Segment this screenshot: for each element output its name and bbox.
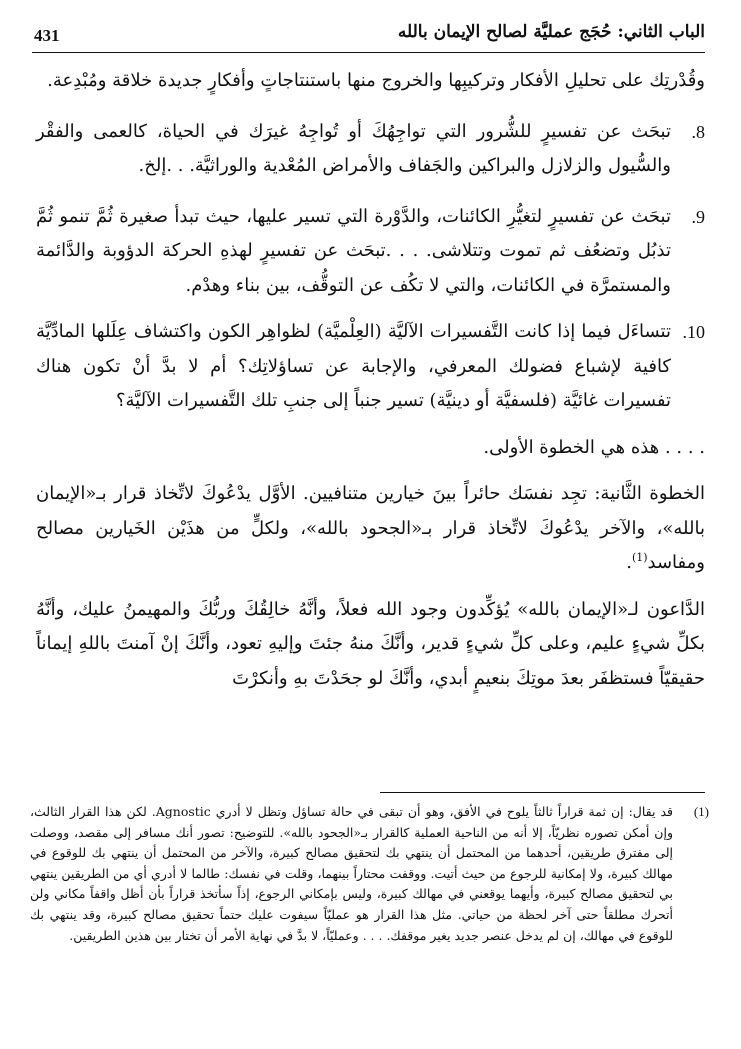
item-text: تبحَث عن تفسيرٍ لتغيُّرِ الكائنات، والدَّوْرة التي تسير عليها، حيث تبدأ صغيرة ثُمَّ تنمو ثُمَّ تذبُل وتضعُف ثم تموت وتتلاشى. . . .تبحَث عن تفسيرٍ لهذهِ الحركة الدؤوبة والدَّائمة والمستمرَّة في الكائنات، والتي لا تكُف عن التوقُّف، بين بناء وهدْم. [36, 205, 671, 296]
page-body [36, 64, 705, 696]
list-item-10 [36, 315, 705, 419]
intro-paragraph: وقُدْرتِك على تحليلِ الأفكار وتركيبِها والخروج منها باستنتاجاتٍ وأفكارٍ جديدة خلاقة ومُبْدِعة. [47, 70, 705, 91]
item-text: تبحَث عن تفسيرٍ للشُّرور التي تواجِهُكَ أو تُواجِهُ غيرَك في الحياة، كالعمى والفقْر والسُّيول والزلازل والبراكين والجَفاف والأمراض المُعْدية والوراثيَّة. . .إلخ. [36, 120, 671, 176]
footnote-number: (1) [693, 804, 709, 819]
footnote-separator [380, 792, 705, 793]
page-header [32, 20, 705, 53]
callers-paragraph: الدَّاعون لـ«الإيمان بالله» يُؤكِّدون وجود الله فعلاً، وأنَّهُ خالِقُكَ وربُّكَ والمهيمنُ عليك، وأنَّهُ بكلِّ شيءٍ عليم، وعلى كلِّ شيءٍ قدير، وأنَّكَ منهُ جئتَ وإليهِ تعود، وأنَّكَ إنْ آمنتَ باللهِ إيماناً حقيقيّاً فستظفَر بعدَ موتِكَ بنعيمٍ أبدي، وأنَّكَ لو جحَدْتَ بهِ وأنكرْتَ [36, 598, 705, 689]
footnote [30, 802, 709, 946]
running-title: الباب الثاني: حُجَج عمليَّة لصالح الإيمان بالله [397, 22, 705, 42]
footnote-reference[interactable]: (1) [631, 551, 648, 564]
list-item-9 [36, 200, 705, 304]
second-step-end: . [626, 552, 632, 573]
second-step-text: الخطوة الثَّانية: تجِد نفسَك حائراً بينَ خيارين متنافيين. الأوَّل يدْعُوكَ لاتِّخاذ قرار بـ«الإيمان بالله»، والآخر يدْعُوكَ لاتِّخاذ قرار بـ«الجحود بالله»، ولكلٍّ من هذَيْن الخَيارين مصالح ومفاسد [36, 483, 705, 573]
item-number: .10 [682, 322, 705, 342]
item-number: .8 [691, 121, 705, 142]
footnote-text: قد يقال: إن ثمة قراراً ثالثاً يلوح في الأفق، وهو أن تبقى في حالة تساؤل وتظل لا أدري Agnostic. لكن هذا القرار الثالث، وإن أمكن تصوره نظريّاً، إلا أنه من الناحية العملية كالقرار بـ«الجحود بالله». للتوضيح: تصور أنك مسافر إلى مقصد، ووصلت إلى مفترق طريقين، أحدهما من المحتمل أن ينتهي بك لتحقيق مصالح كبيرة، والآخر من المحتمل أن ينتهي بك للوقوع في مهالك كبيرة، ولا إمكانية للرجوع من حيث أتيت. ووقفت محتاراً بينهما، وقلت في نفسك: طالما لا أدري أي من الطريقين ينتهي بي لتحقيق مصالح كبيرة، وأيهما يوقعني في مهالك كبيرة، وليس بإمكاني الرجوع، إذاً سأتخذ قراراً بأن أظل واقفاً مكاني ولن أتحرك مطلقاً حتى آخر لحظة من حياتي. مثل هذا القرار هو عمليّاً سيفوت عليك حتماً تحقيق مصالح كبيرة، وقد ينتهي بك للوقوع في مهالك، إن لم يدخل عنصر جديد يغير موقفك. . . . وعمليّاً، لا بدَّ في نهاية الأمر أن تختار بين هذين الطريقين. [30, 804, 673, 943]
first-step-paragraph: . . . . هذه هي الخطوة الأولى. [483, 436, 705, 458]
item-number: .9 [691, 206, 705, 227]
item-text: تتساءَل فيما إذا كانت التَّفسيرات الآليَّة (العِلْميَّة) لظواهِر الكون واكتشاف عِلَلها المادِّيَّة كافية لإشباع فضولك المعرفي، والإجابة عن تساؤلاتِك؟ أم لا بدَّ أنْ تكون هناك تفسيرات غائيَّة (فلسفيَّة أو دينيَّة) تسير جنباً إلى جنبِ تلك التَّفسيرات الآليَّة؟ [36, 321, 671, 411]
page-number: 431 [34, 26, 60, 45]
second-step-paragraph [36, 477, 705, 581]
list-item-8 [36, 115, 705, 184]
